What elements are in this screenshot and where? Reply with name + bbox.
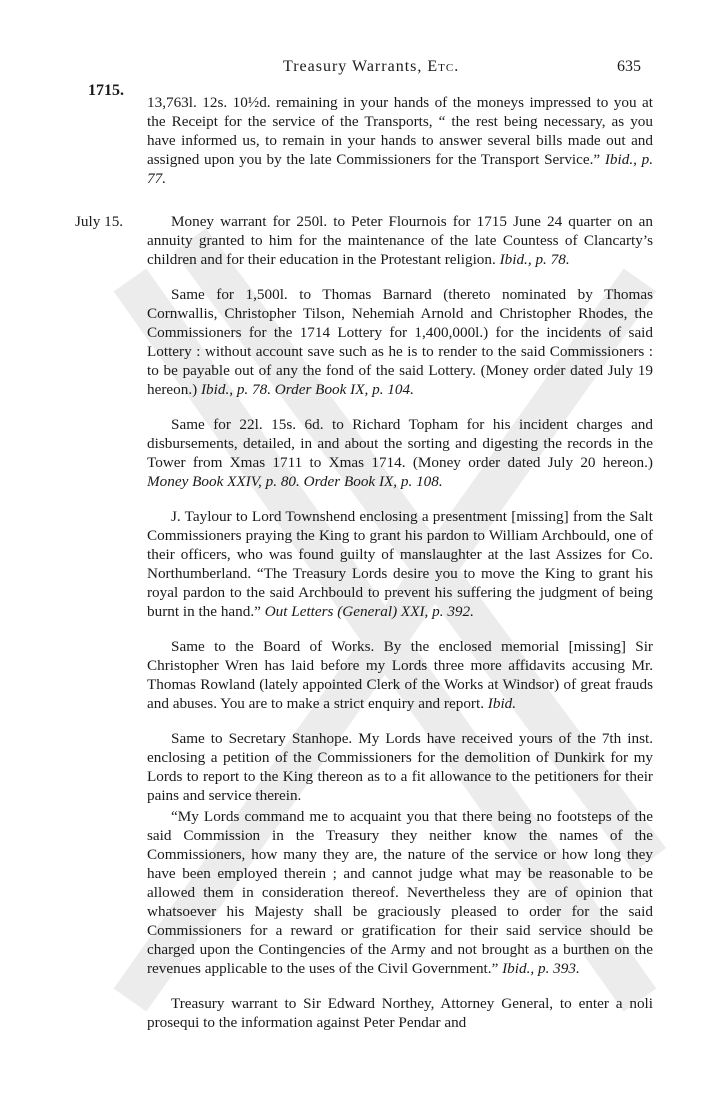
entry-reference: Ibid., p. 77.	[147, 151, 654, 187]
entry	[147, 415, 653, 491]
entry-reference: Ibid.	[487, 695, 517, 712]
entry-text: Same for 1,500l. to Thomas Barnard (thereto nominated by Thomas Cornwallis, Christopher Tilson, Nehemiah Arnold and Christopher Rhodes, the Commissioners for the 1714 Lottery for 1,400,000l.) for the incidents of said Lottery : without account save such as he is to render to the said Commissioners : to be payable out of any the fond of the said Lottery. (Money order dated July 19 hereon.) Ibid., p. 78. Order Book IX, p. 104.	[147, 286, 653, 398]
running-title-etc: Etc.	[427, 58, 460, 75]
entry-reference: Ibid., p. 78. Order Book IX, p. 104.	[200, 381, 414, 398]
margin-date: July 15.	[75, 213, 124, 230]
entry-reference: Ibid., p. 78.	[499, 251, 570, 268]
entry-text: Same to Secretary Stanhope. My Lords have received yours of the 7th inst. enclosing a petition of the Commissioners for the demolition of Dunkirk for my Lords to report to the King thereon as to a fit allowance to the petitioners for their pains and service therein.	[147, 730, 653, 804]
entry	[147, 285, 653, 399]
entry	[147, 507, 653, 621]
entry	[147, 93, 653, 188]
entry-text: Same for 22l. 15s. 6d. to Richard Topham for his incident charges and disbursements, detailed, in and about the sorting and digesting the records in the Tower from Xmas 1711 to Xmas 1714. (Money order dated July 20 hereon.) Money Book XXIV, p. 80. Order Book IX, p. 108.	[147, 416, 653, 490]
entry	[147, 637, 653, 713]
entry-quote: “My Lords command me to acquaint you that there being no footsteps of the said Commission in the Treasury they neither know the names of the Commissioners, how many they are, the nature of the service or how long they have been employed therein ; and cannot judge what may be reasonable to be allowed them in consideration thereof. Nevertheless they are of opinion that whatsoever his Majesty shall be graciously pleased to order for the said Commissioners for a reward or gratification for their said service should be charged upon the Contingencies of the Army and not brought as a burthen on the revenues applicable to the uses of the Civil Government.” Ibid., p. 393.	[147, 808, 653, 977]
running-title-main: Treasury Warrants,	[283, 58, 423, 75]
entry-text: Money warrant for 250l. to Peter Flournois for 1715 June 24 quarter on an annuity granted to him for the maintenance of the late Countess of Clancarty’s children and for their education in the Protestant religion. Ibid., p. 78.	[147, 213, 653, 268]
entry-reference: Money Book XXIV, p. 80. Order Book IX, p. 108.	[147, 473, 443, 490]
entry-text: J. Taylour to Lord Townshend enclosing a presentment [missing] from the Salt Commissioners praying the King to grant his pardon to William Archbould, one of their officers, who was found guilty of manslaughter at the last Assizes for Co. Northumberland. “The Treasury Lords desire you to move the King to grant his royal pardon to the said Archbould to prevent his suffering the judgment of being burnt in the hand.” Out Letters (General) XXI, p. 392.	[147, 508, 653, 620]
running-title	[283, 58, 459, 76]
entry-text: 13,763l. 12s. 10½d. remaining in your hands of the moneys impressed to you at the Receipt for the service of the Transports, “ the rest being necessary, as you have informed us, to remain in your hands to answer several bills made out and assigned upon you by the late Commissioners for the Transport Service.” Ibid., p. 77.	[147, 94, 654, 187]
entry-reference: Ibid., p. 393.	[502, 960, 580, 977]
entry-text: Same to the Board of Works. By the enclosed memorial [missing] Sir Christopher Wren has laid before my Lords three more affidavits accusing Mr. Thomas Rowland (lately appointed Clerk of the Works at Windsor) of great frauds and abuses. You are to make a strict enquiry and report. Ibid.	[147, 638, 653, 712]
entry-text: Treasury warrant to Sir Edward Northey, Attorney General, to enter a noli prosequi to the information against Peter Pendar and	[147, 995, 653, 1031]
entry-reference: Out Letters (General) XXI, p. 392.	[264, 603, 474, 620]
entry	[147, 729, 653, 978]
entry	[75, 212, 653, 269]
margin-year: 1715.	[88, 82, 124, 99]
page-number: 635	[617, 58, 641, 75]
page-body	[75, 93, 654, 1048]
entry	[147, 994, 653, 1032]
